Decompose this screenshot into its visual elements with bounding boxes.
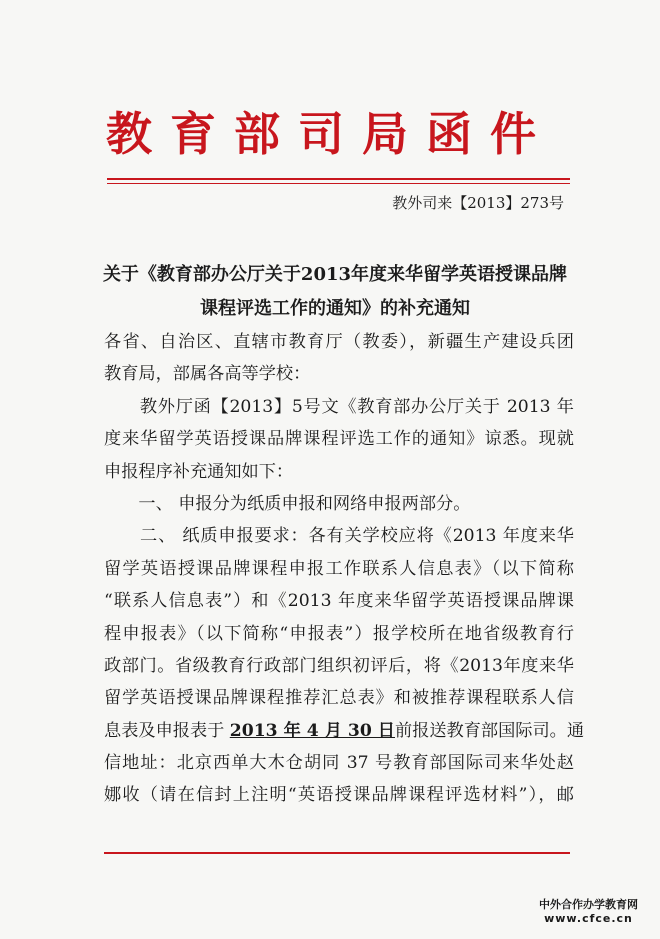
body-line-2: 教育局，部属各高等学校：	[104, 364, 311, 385]
document-number: 教外司来【2013】273号	[392, 194, 564, 212]
site-watermark	[539, 898, 638, 926]
body-line-13-suffix: 前报送教育部国际司。通	[394, 720, 585, 741]
document-body	[104, 326, 585, 812]
body-line-1: 各省、自治区、直辖市教育厅（教委），新疆生产建设兵团	[104, 332, 574, 352]
body-line-11: 政部门。省级教育行政部门组织初评后，将《2013年度来华	[104, 655, 574, 676]
body-line-5: 申报程序补充通知如下：	[104, 461, 294, 482]
body-line-13	[104, 715, 585, 747]
body-line-4: 度来华留学英语授课品牌课程评选工作的通知》谅悉。现就	[104, 429, 574, 450]
letterhead-red-rule-thick	[107, 178, 570, 180]
document-heading	[100, 258, 570, 326]
body-line-8: 留学英语授课品牌课程申报工作联系人信息表》（以下简称	[104, 558, 574, 579]
body-line-15: 娜收（请在信封上注明“英语授课品牌课程评选材料”），邮	[104, 785, 574, 806]
deadline-date: 2013 年 4 月 30 日	[229, 720, 395, 741]
body-line-14: 信地址：北京西单大木仓胡同 37 号教育部国际司来华处赵	[104, 753, 574, 774]
heading-line-1: 关于《教育部办公厅关于2013年度来华留学英语授课品牌	[102, 264, 568, 285]
body-line-9: “联系人信息表”）和《2013 年度来华留学英语授课品牌课	[104, 591, 574, 612]
watermark-site-name: 中外合作办学教育网	[539, 898, 638, 911]
body-line-12: 留学英语授课品牌课程推荐汇总表》和被推荐课程联系人信	[104, 688, 574, 709]
body-line-10: 程申报表》（以下简称“申报表”）报学校所在地省级教育行	[104, 623, 574, 644]
body-line-6: 一、 申报分为纸质申报和网络申报两部分。	[104, 493, 471, 514]
heading-line-2: 课程评选工作的通知》的补充通知	[200, 298, 470, 319]
watermark-url: www.cfce.cn	[544, 912, 633, 925]
body-line-7: 二、 纸质申报要求：各有关学校应将《2013 年度来华	[104, 526, 574, 547]
body-line-13-prefix: 息表及申报表于	[104, 720, 230, 741]
footer-red-rule	[104, 852, 570, 854]
letterhead-red-rule-thin	[107, 183, 570, 184]
letterhead-title: 教育部司局函件	[106, 107, 554, 161]
body-line-3: 教外厅函【2013】5号文《教育部办公厅关于 2013 年	[104, 396, 574, 417]
